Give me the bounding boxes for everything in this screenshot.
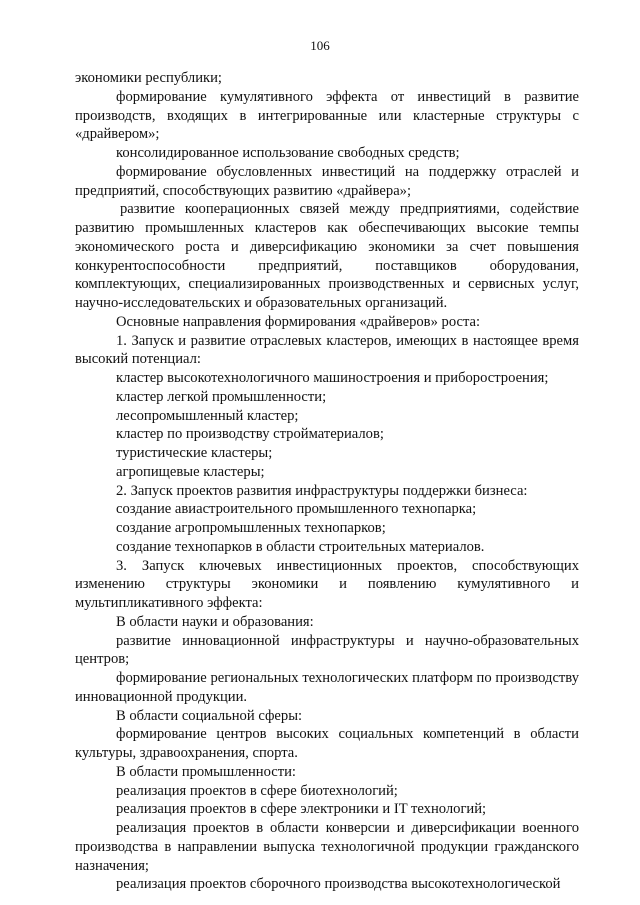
- list-item: реализация проектов в сфере электроники и IT технологий;: [116, 801, 487, 818]
- list-heading: 3. Запуск ключевых инвестиционных проектов, способствующих изменению структуры экономики и появлению кумулятивного и мультипликативного эффекта:: [75, 557, 579, 611]
- paragraph: Основные направления формирования «драйверов» роста:: [116, 313, 481, 330]
- paragraph: консолидированное использование свободных средств;: [116, 145, 460, 161]
- section-heading: В области науки и образования:: [116, 613, 314, 630]
- list-item: реализация проектов в сфере биотехнологий;: [116, 782, 398, 799]
- list-item: туристические кластеры;: [116, 445, 273, 461]
- list-item: агропищевые кластеры;: [116, 463, 265, 480]
- paragraph: формирование кумулятивного эффекта от инвестиций в развитие производств, входящих в интегрированные или кластерные структуры с «драйвером»;: [75, 88, 579, 143]
- list-item: создание авиастроительного промышленного технопарка;: [116, 501, 477, 518]
- list-heading: 1. Запуск и развитие отраслевых кластеров, имеющих в настоящее время высокий потенциал:: [75, 332, 579, 368]
- paragraph: экономики республики;: [75, 70, 222, 86]
- list-item: кластер легкой промышленности;: [116, 388, 327, 405]
- section-heading: В области социальной сферы:: [116, 707, 303, 724]
- list-item: формирование центров высоких социальных компетенций в области культуры, здравоохранения, спорта.: [75, 726, 579, 761]
- list-item: реализация проектов в области конверсии и диверсификации военного производства в направлении выпуска технологичной продукции гражданского назначения;: [75, 820, 579, 874]
- list-item: создание технопарков в области строительных материалов.: [116, 538, 485, 555]
- paragraph: развитие кооперационных связей между предприятиями, содействие развитию промышленных кластеров как обеспечивающих высокие темпы экономического роста и диверсификацию экономики за счет повышения конкурентоспособности предприятий, поставщиков оборудования, комплектующих, специализированных производственных и сервисных услуг, научно-исследовательских и образовательных организаций.: [75, 201, 579, 311]
- list-item: создание агропромышленных технопарков;: [116, 520, 386, 536]
- list-heading: 2. Запуск проектов развития инфраструктуры поддержки бизнеса:: [116, 482, 528, 499]
- list-item: кластер по производству стройматериалов;: [116, 426, 384, 443]
- page-number: 106: [310, 38, 330, 53]
- list-item: развитие инновационной инфраструктуры и научно-образовательных центров;: [75, 632, 579, 668]
- document-body: [75, 69, 579, 894]
- list-item: реализация проектов сборочного производства высокотехнологической: [116, 876, 561, 893]
- paragraph: формирование обусловленных инвестиций на поддержку отраслей и предприятий, способствующих развитию «драйвера»;: [75, 163, 579, 199]
- section-heading: В области промышленности:: [116, 763, 296, 780]
- list-item: кластер высокотехнологичного машиностроения и приборостроения;: [116, 370, 549, 386]
- list-item: формирование региональных технологических платформ по производству инновационной продукции.: [75, 670, 579, 705]
- list-item: лесопромышленный кластер;: [116, 407, 299, 424]
